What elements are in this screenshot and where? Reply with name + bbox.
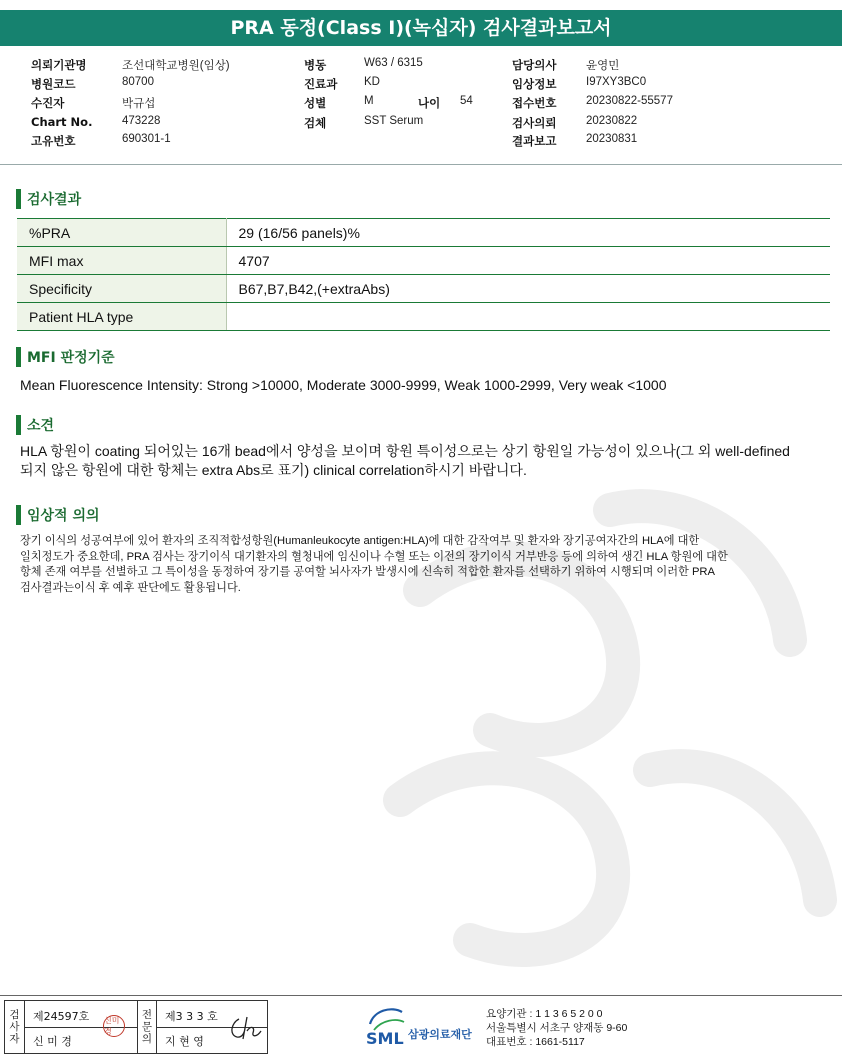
tester-seal: 신미경 bbox=[103, 1015, 125, 1037]
section-accent-bar bbox=[16, 505, 21, 525]
label-patient: 수진자 bbox=[31, 96, 65, 110]
value-specimen: SST Serum bbox=[364, 115, 424, 127]
lab-address: 서울특별시 서초구 양재동 9-60 bbox=[486, 1022, 628, 1034]
logo-text: SML bbox=[366, 1029, 404, 1048]
label-requesting-institution: 의뢰기관명 bbox=[31, 58, 87, 72]
result-value bbox=[226, 303, 830, 331]
mfi-criteria-text: Mean Fluorescence Intensity: Strong >10000, Moderate 3000-9999, Weak 1000-2999, Very weak <1000 bbox=[20, 377, 667, 393]
section-accent-bar bbox=[16, 189, 21, 209]
result-value: 29 (16/56 panels)% bbox=[226, 219, 830, 247]
sml-logo bbox=[364, 1004, 484, 1050]
label-sex: 성별 bbox=[304, 96, 327, 110]
clinical-line: 검사결과는이식 후 예후 판단에도 활용됩니다. bbox=[20, 581, 241, 594]
result-value: 4707 bbox=[226, 247, 830, 275]
value-receipt-number: 20230822-55577 bbox=[586, 95, 673, 107]
finding-line: HLA 항원이 coating 되어있는 16개 bead에서 양성을 보이며 항원 특이성으로는 상기 항원일 가능성이 있으나(그 외 well-defined bbox=[20, 443, 790, 459]
value-department: KD bbox=[364, 76, 380, 88]
header-divider bbox=[0, 164, 842, 165]
table-row bbox=[17, 275, 830, 303]
label-specimen: 검체 bbox=[304, 116, 327, 130]
value-chart-no: 473228 bbox=[122, 115, 161, 127]
lab-info bbox=[486, 1007, 627, 1049]
section-clinical-heading bbox=[16, 504, 100, 526]
result-key: Patient HLA type bbox=[17, 303, 226, 331]
section-results-title: 검사결과 bbox=[27, 192, 82, 208]
result-value: B67,B7,B42,(+extraAbs) bbox=[226, 275, 830, 303]
label-clinical-info: 임상정보 bbox=[512, 77, 557, 91]
value-hospital-code: 80700 bbox=[122, 76, 154, 88]
label-physician: 담당의사 bbox=[512, 58, 557, 72]
label-receipt-number: 접수번호 bbox=[512, 96, 557, 110]
reviewer-name: 지 현 영 bbox=[165, 1035, 204, 1048]
value-request-date: 20230822 bbox=[586, 115, 638, 127]
table-row bbox=[17, 219, 830, 247]
table-row bbox=[17, 247, 830, 275]
tester-label: 검 사 자 bbox=[5, 1001, 25, 1053]
lab-phone: 대표번호 : 1661-5117 bbox=[486, 1036, 585, 1048]
reviewer-label: 전 문 의 bbox=[137, 1001, 157, 1053]
label-hospital-code: 병원코드 bbox=[31, 77, 76, 91]
section-mfi-title: MFI 판정기준 bbox=[27, 350, 115, 366]
result-key: %PRA bbox=[17, 219, 226, 247]
results-table bbox=[17, 218, 830, 331]
section-clinical-title: 임상적 의의 bbox=[27, 508, 100, 524]
value-patient: 박규섭 bbox=[122, 98, 156, 110]
value-unique-id: 690301-1 bbox=[122, 133, 171, 145]
label-department: 진료과 bbox=[304, 77, 338, 91]
result-key: MFI max bbox=[17, 247, 226, 275]
value-physician: 윤영민 bbox=[586, 60, 620, 72]
label-report-date: 결과보고 bbox=[512, 134, 557, 148]
label-request-date: 검사의뢰 bbox=[512, 116, 557, 130]
value-sex: M bbox=[364, 95, 374, 107]
label-chart-no: Chart No. bbox=[31, 115, 93, 129]
org-name: 삼광의료재단 bbox=[408, 1028, 472, 1041]
label-ward: 병동 bbox=[304, 58, 327, 72]
tester-license: 제24597호 bbox=[33, 1010, 90, 1023]
label-age: 나이 bbox=[418, 96, 441, 110]
lab-code: 요양기관 : 1 1 3 6 5 2 0 0 bbox=[486, 1008, 603, 1020]
value-clinical-info: I97XY3BC0 bbox=[586, 76, 647, 88]
clinical-line: 일치정도가 중요한데, PRA 검사는 장기이식 대기환자의 혈청내에 임신이나 수혈 또는 이전의 장기이식 거부반응 등에 의하여 생긴 HLA 항원에 대한 bbox=[20, 550, 728, 563]
section-mfi-heading bbox=[16, 346, 115, 368]
section-finding-title: 소견 bbox=[27, 418, 55, 434]
reviewer-license: 제3 3 3 호 bbox=[165, 1010, 218, 1023]
report-title: PRA 동정(Class I)(녹십자) 검사결과보고서 bbox=[0, 10, 842, 46]
section-accent-bar bbox=[16, 347, 21, 367]
signature-box bbox=[4, 1000, 268, 1054]
section-accent-bar bbox=[16, 415, 21, 435]
value-requesting-institution: 조선대학교병원(임상) bbox=[122, 60, 230, 72]
section-results-heading bbox=[16, 188, 81, 210]
value-ward: W63 / 6315 bbox=[364, 57, 423, 69]
finding-text bbox=[20, 442, 820, 480]
footer-divider bbox=[0, 995, 842, 996]
section-finding-heading bbox=[16, 414, 54, 436]
result-key: Specificity bbox=[17, 275, 226, 303]
clinical-line: 장기 이식의 성공여부에 있어 환자의 조직적합성항원(Humanleukocyte antigen:HLA)에 대한 감작여부 및 환자와 장기공여자간의 HLA에 대한 bbox=[20, 535, 700, 547]
tester-name: 신 미 경 bbox=[33, 1035, 72, 1048]
clinical-text bbox=[20, 534, 820, 596]
value-age: 54 bbox=[460, 95, 473, 107]
label-unique-id: 고유번호 bbox=[31, 134, 76, 148]
table-row bbox=[17, 303, 830, 331]
reviewer-signature bbox=[227, 1013, 263, 1043]
finding-line: 되지 않은 항원에 대한 항체는 extra Abs로 표기) clinical correlation하시기 바랍니다. bbox=[20, 462, 527, 478]
clinical-line: 항체 존재 여부를 선별하고 그 특이성을 동정하여 장기를 공여할 뇌사자가 발생시에 신속히 적합한 환자를 선택하기 위하여 시행되며 이러한 PRA bbox=[20, 566, 715, 578]
value-report-date: 20230831 bbox=[586, 133, 638, 145]
